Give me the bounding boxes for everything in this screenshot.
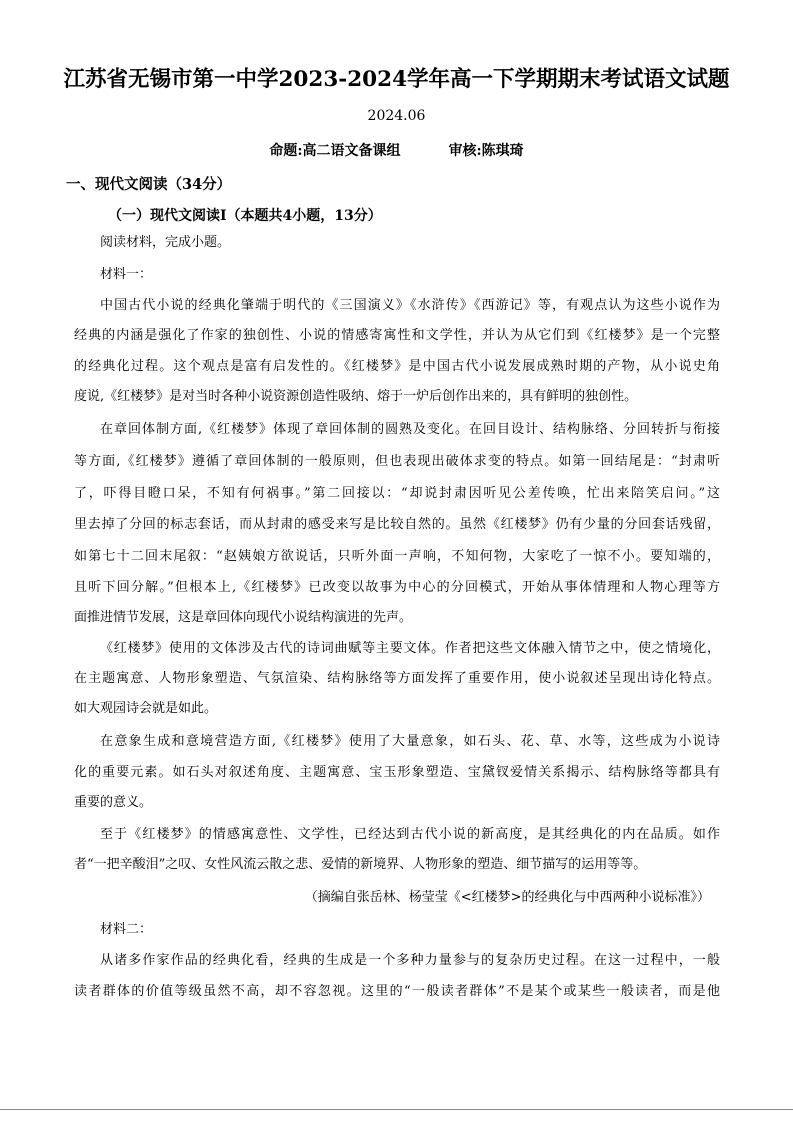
paragraph-5-line-2: 者“一把辛酸泪”之叹、女性风流云散之悲、爱情的新境界、人物形象的塑造、细节描写的运用等等。	[74, 857, 647, 872]
paragraph-1-line-3: 的经典化过程。这个观点是富有启发性的。《红楼梦》是中国古代小说发展成熟时期的产物，从小说史角	[74, 359, 720, 374]
paragraph-3-line-2: 在主题寓意、人物形象塑造、气氛渲染、结构脉络等方面发挥了重要作用，使小说叙述呈现出诗化特点。	[74, 671, 720, 686]
paragraph-4-line-2: 化的重要元素。如石头对叙述角度、主题寓意、宝玉形象塑造、宝黛钗爱情关系揭示、结构脉络等都具有	[74, 765, 720, 780]
exam-date: 2024.06	[367, 108, 426, 124]
paragraph-3-line-3: 如大观园诗会就是如此。	[74, 701, 218, 716]
paragraph-6-line-1: 从诸多作家作品的经典化看，经典的生成是一个多种力量参与的复杂历史过程。在这一过程中，一般	[100, 953, 720, 968]
instruction-text: 阅读材料，完成小题。	[100, 235, 231, 250]
paragraph-1-line-1: 中国古代小说的经典化肇端于明代的《三国演义》《水浒传》《西游记》等，有观点认为这些小说作为	[100, 298, 720, 313]
document-title: 江苏省无锡市第一中学2023-2024学年高一下学期期末考试语文试题	[63, 67, 730, 92]
paragraph-5-line-1: 至于《红楼梦》的情感寓意性、文学性，已经达到古代小说的新高度，是其经典化的内在品质。如作	[100, 827, 720, 842]
paragraph-2-line-1: 在章回体制方面,《红楼梦》体现了章回体制的圆熟及变化。在回目设计、结构脉络、分回转折与衔接	[100, 422, 720, 437]
exam-credits	[0, 140, 793, 160]
paragraph-2-line-2: 等方面,《红楼梦》遵循了章回体制的一般原则，但也表现出破体求变的特点。如第一回结尾是：“封肃听	[74, 454, 720, 469]
paragraph-1-line-2: 经典的内涵是强化了作家的独创性、小说的情感寄寓性和文学性，并认为从它们到《红楼梦》是一个完整	[74, 328, 720, 343]
paragraph-6-line-2: 读者群体的价值等级虽然不高，却不容忽视。这里的“一般读者群体”不是某个或某些一般读者，而是他	[74, 984, 720, 999]
material1-source: （摘编自张岳林、杨莹莹《<红楼梦>的经典化与中西两种小说标准》）	[304, 890, 710, 905]
reviewer-credit: 审核:陈琪琦	[448, 143, 524, 159]
material1-label: 材料一：	[100, 267, 153, 282]
subsection-heading-1: （一）现代文阅读Ⅰ（本题共4小题，13分）	[108, 208, 382, 224]
paragraph-1-line-4: 度说,《红楼梦》是对当时各种小说资源创造性吸纳、熔于一炉后创作出来的，具有鲜明的独创性。	[74, 389, 638, 404]
paragraph-3-line-1: 《红楼梦》使用的文体涉及古代的诗词曲赋等主要文体。作者把这些文体融入情节之中，使之情境化，	[100, 641, 720, 656]
setter-credit: 命题:高二语文备课组	[269, 143, 401, 159]
page-bottom-rule	[0, 1109, 793, 1110]
paragraph-2-line-3: 了，吓得目瞪口呆，不知有何祸事。”第二回接以：“却说封肃因听见公差传唤，忙出来陪笑启问。”这	[74, 486, 720, 501]
paragraph-2-line-5: 如第七十二回末尾叙：“赵姨娘方欲说话，只听外面一声响，不知何物，大家吃了一惊不小。要知端的，	[74, 549, 720, 564]
paragraph-4-line-1: 在意象生成和意境营造方面,《红楼梦》使用了大量意象，如石头、花、草、水等，这些成为小说诗	[100, 734, 720, 749]
paragraph-2-line-7: 面推进情节发展，这是章回体向现代小说结构演进的先声。	[74, 610, 413, 625]
paragraph-2-line-4: 里去掉了分回的标志套话，而从封肃的感受来写是比较自然的。虽然《红楼梦》仍有少量的分回套话残留，	[74, 517, 720, 532]
material2-label: 材料二：	[100, 922, 153, 937]
paragraph-2-line-6: 且听下回分解。”但根本上,《红楼梦》已改变以故事为中心的分回模式，开始从事体情理和人物心理等方	[74, 580, 720, 595]
section-heading-1: 一、现代文阅读（34分）	[66, 176, 232, 193]
paragraph-4-line-3: 重要的意义。	[74, 795, 153, 810]
